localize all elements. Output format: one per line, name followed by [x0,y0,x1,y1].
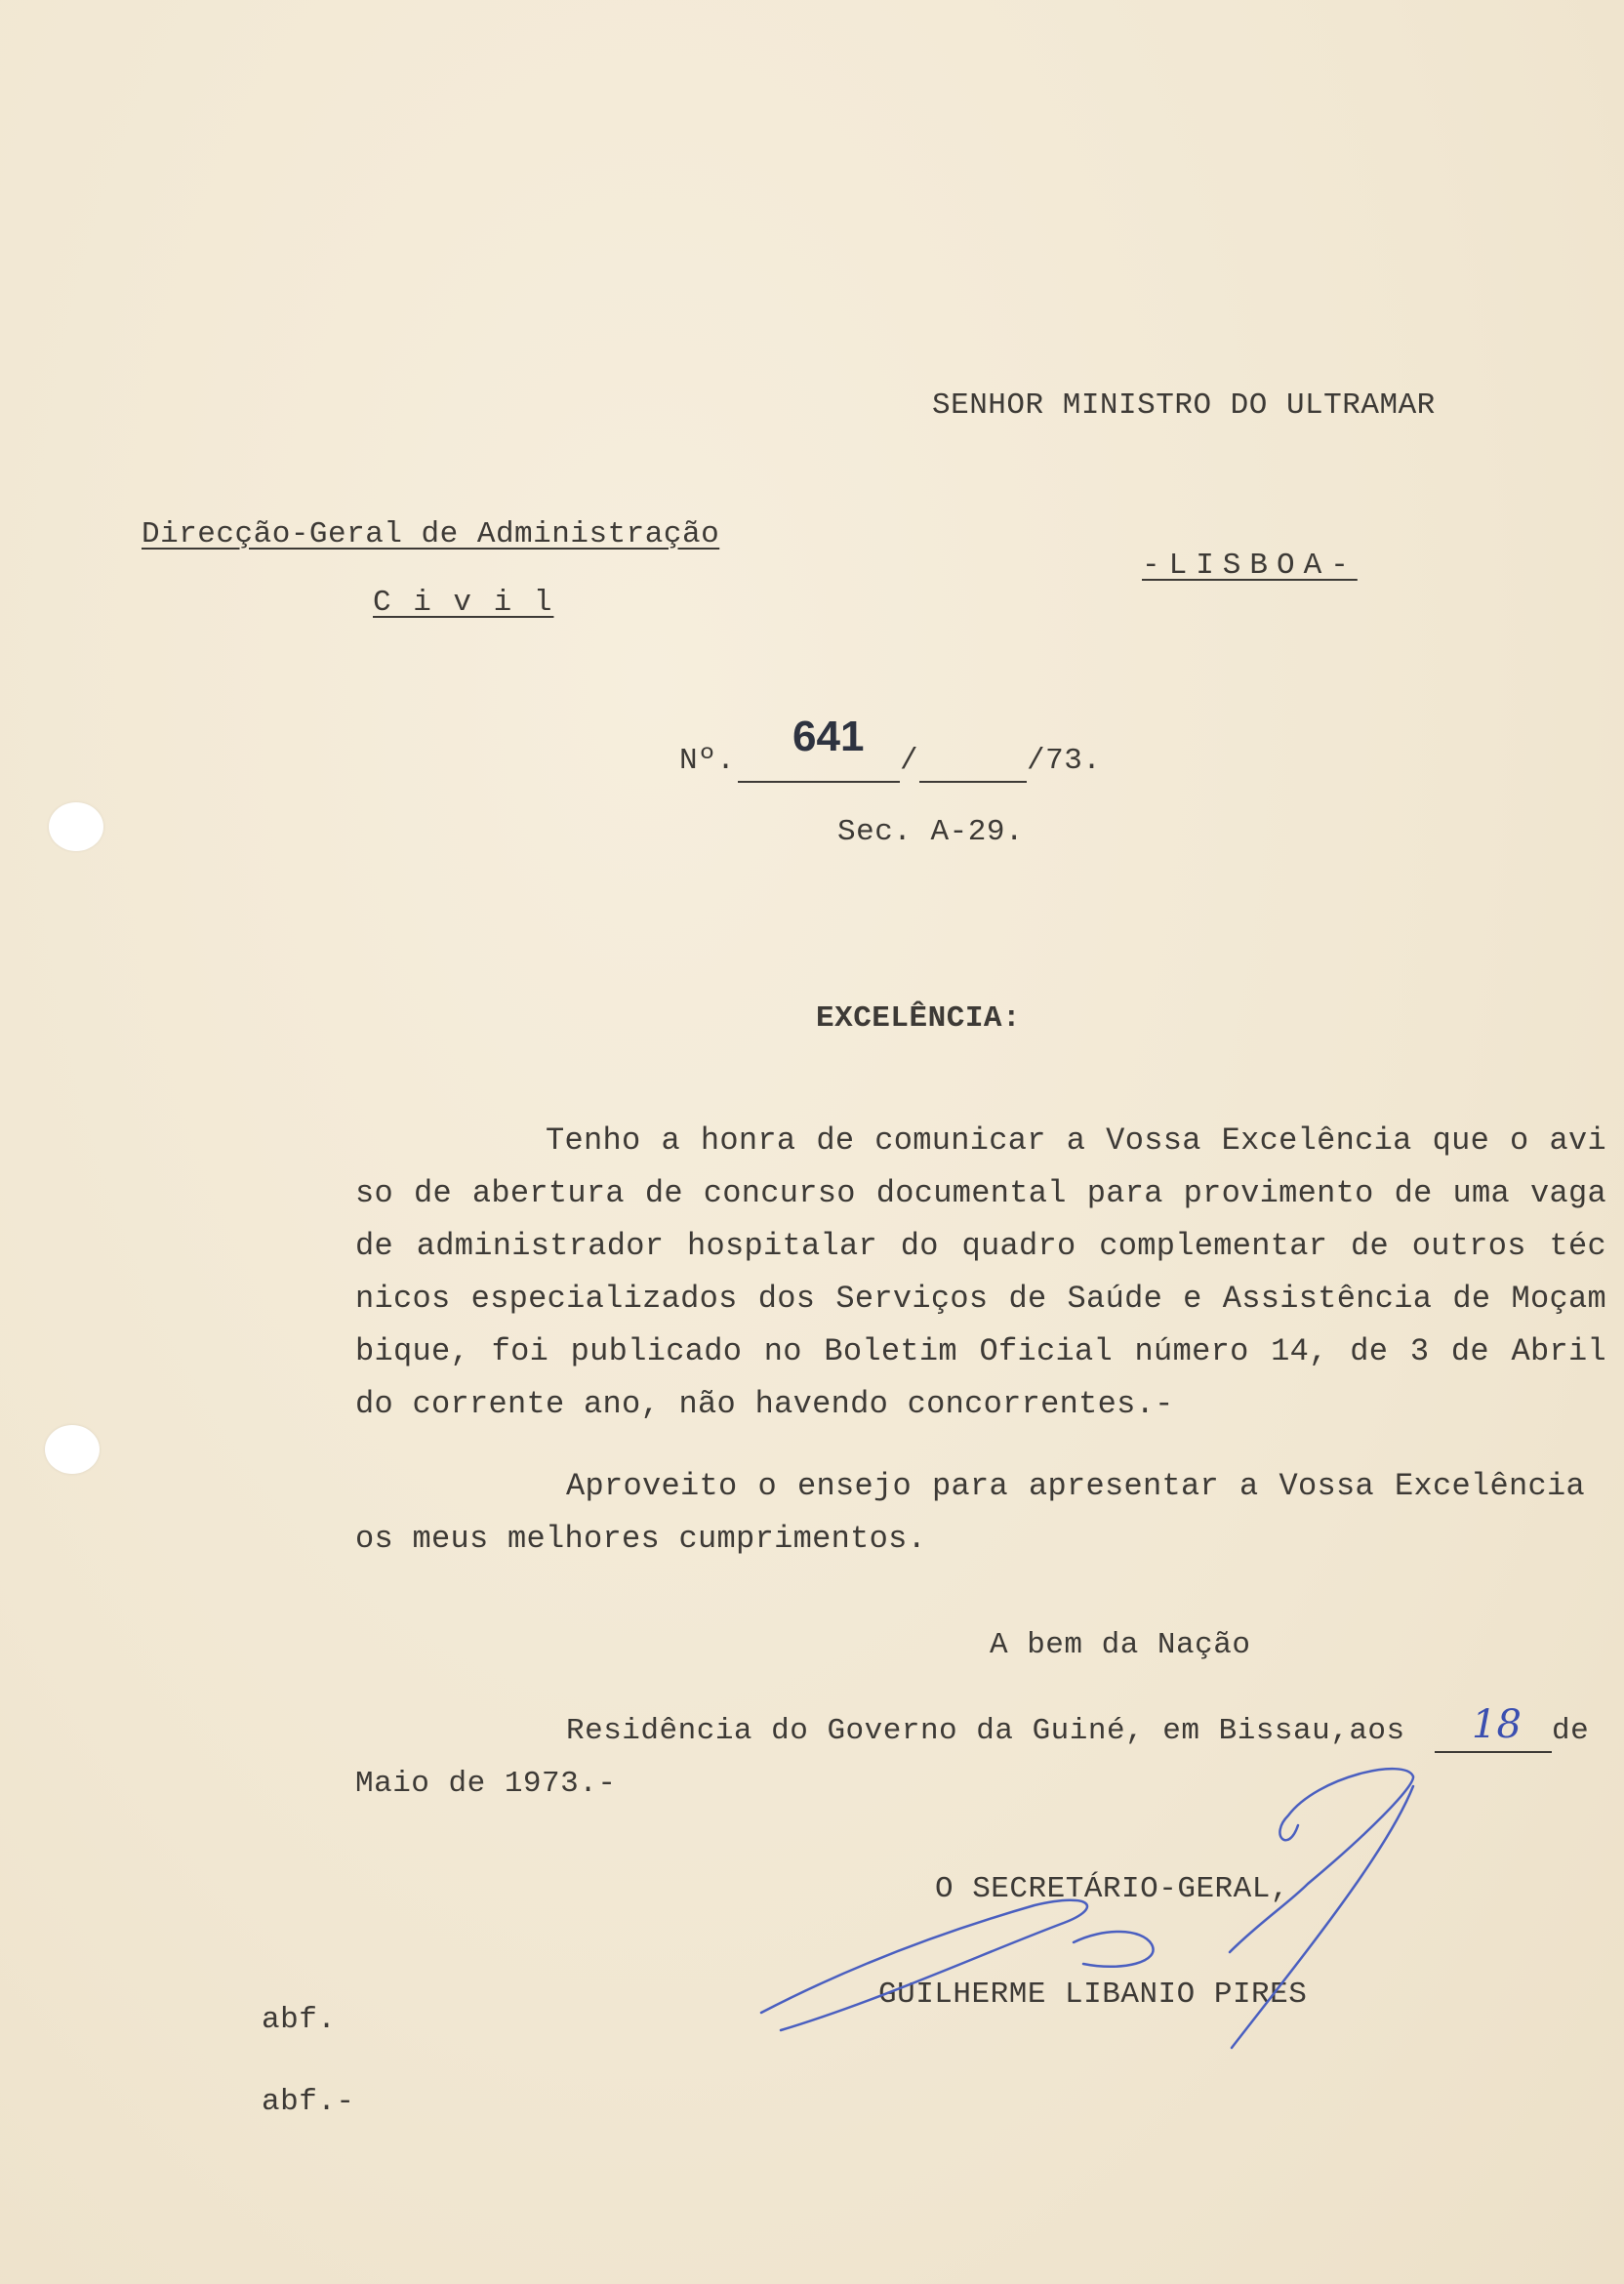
body-line: os meus melhores cumprimentos. [355,1521,927,1557]
initials-1: abf. [262,2003,337,2037]
body-line: Tenho a honra de comunicar a Vossa Excelência que o avi [546,1122,1606,1159]
recipient: SENHOR MINISTRO DO ULTRAMAR [932,388,1436,423]
department-line1: Direcção-Geral de Administração [142,517,720,551]
reference-number [679,713,1128,781]
department-line2: C i v i l [373,586,554,620]
body-line: Aproveito o ensejo para apresentar a Vossa Excelência [566,1468,1585,1504]
body-line: nicos especializados dos Serviços de Saúde e Assistência de Moçam [355,1281,1606,1317]
reference-number-handwritten: 641 [792,713,865,760]
punch-hole-bottom [45,1425,100,1474]
reference-separator: / [900,744,919,778]
dateline-after-day: de [1552,1714,1590,1748]
body-paragraph-1 [355,1115,1606,1431]
reference-year: /73. [1027,744,1102,778]
body-line: do corrente ano, não havendo concorrentes.- [355,1386,1174,1422]
punch-hole-top [49,802,103,851]
signature-name: GUILHERME LIBANIO PIRES [878,1978,1308,2012]
body-line: so de abertura de concurso documental para provimento de uma vaga [355,1175,1606,1211]
dateline-day-handwritten: 18 [1472,1702,1522,1747]
dateline-before-day: Residência do Governo da Guiné, em Bissau,aos [566,1714,1405,1748]
closing: A bem da Nação [990,1628,1251,1662]
section-code: Sec. A-29. [837,815,1025,849]
signature-title: O SECRETÁRIO-GERAL, [935,1872,1289,1906]
salutation: EXCELÊNCIA: [816,1001,1022,1036]
dateline-line2: Maio de 1973.- [355,1767,617,1801]
city-label: -LISBOA- [1142,549,1358,583]
initials-2: abf.- [262,2085,355,2119]
dateline [566,1702,1601,1759]
body-line: de administrador hospitalar do quadro complementar de outros téc [355,1228,1606,1264]
city [1142,549,1358,583]
body-paragraph-2 [355,1460,1585,1566]
body-line: bique, foi publicado no Boletim Oficial número 14, de 3 de Abril [355,1333,1606,1369]
reference-prefix: Nº. [679,744,736,778]
